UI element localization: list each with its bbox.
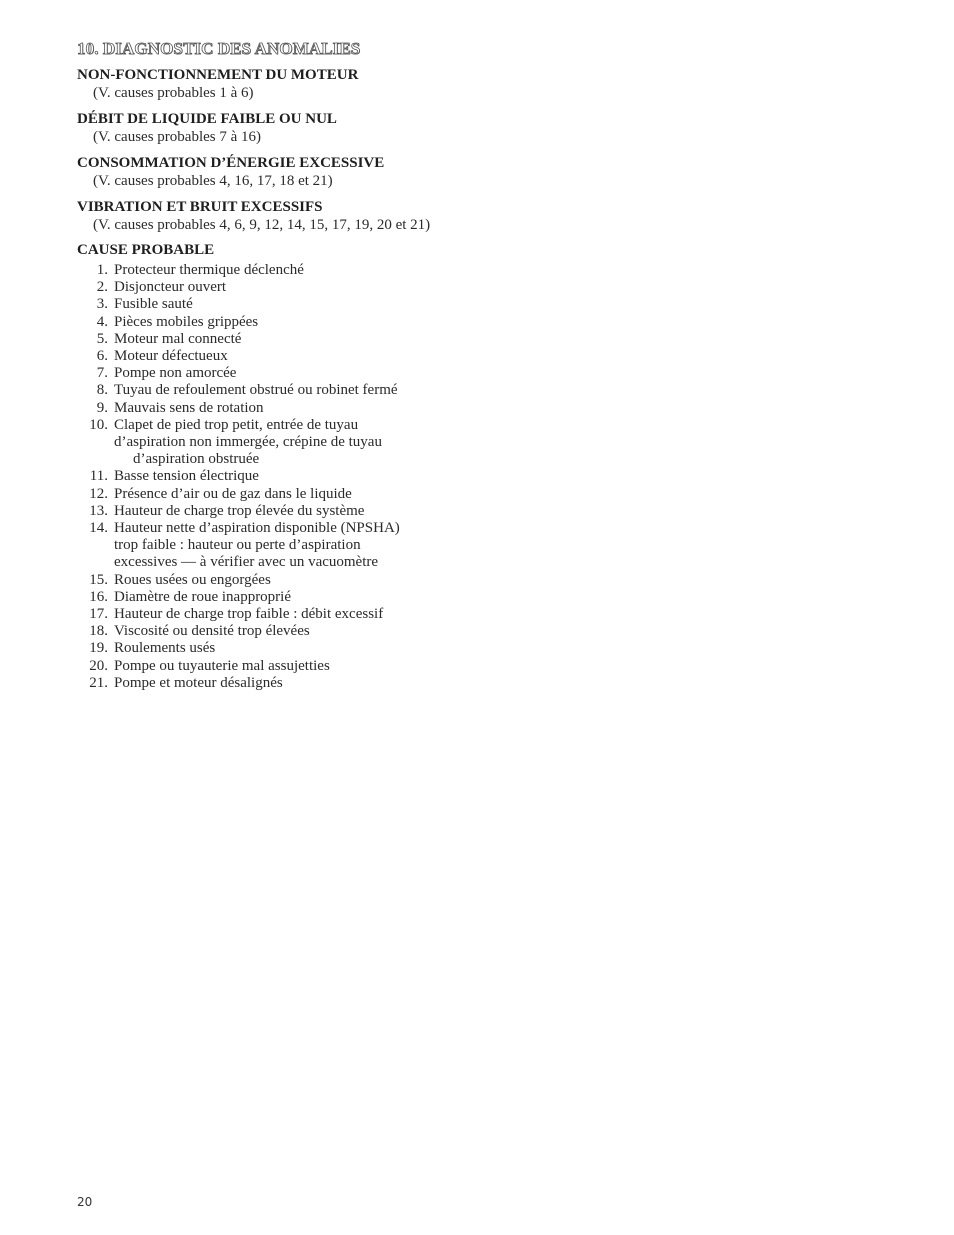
cause-list	[77, 262, 677, 692]
cause-item	[77, 262, 677, 279]
cause-item	[77, 400, 677, 417]
cause-item	[77, 520, 677, 572]
cause-item	[77, 503, 677, 520]
cause-number: 20.	[89, 657, 108, 674]
cause-item	[77, 331, 677, 348]
cause-number: 8.	[96, 382, 108, 399]
cause-number: 14.	[89, 520, 108, 537]
cause-number: 5.	[96, 330, 108, 347]
cause-text-line: Roulements usés	[114, 640, 216, 657]
cause-text	[114, 296, 677, 313]
cause-text-line: Pompe ou tuyauterie mal assujetties	[114, 657, 330, 674]
cause-text	[114, 400, 677, 417]
cause-number: 17.	[89, 606, 108, 623]
symptom-block	[77, 199, 677, 234]
cause-text	[114, 331, 677, 348]
cause-text-line: excessives — à vérifier avec un vacuomètre	[114, 554, 379, 571]
cause-item	[77, 572, 677, 589]
cause-text	[114, 675, 677, 692]
document-page	[77, 39, 677, 692]
cause-item	[77, 296, 677, 313]
cause-text-line: trop faible : hauteur ou perte d’aspiration	[114, 537, 361, 554]
cause-number: 11.	[89, 468, 108, 485]
cause-text	[114, 262, 677, 279]
cause-item	[77, 348, 677, 365]
cause-text	[114, 520, 677, 572]
cause-number: 13.	[89, 502, 108, 519]
cause-item	[77, 675, 677, 692]
cause-text-line: Moteur défectueux	[114, 348, 228, 365]
cause-number: 15.	[89, 571, 108, 588]
cause-text	[114, 658, 677, 675]
cause-number: 12.	[89, 485, 108, 502]
cause-item	[77, 589, 677, 606]
cause-item	[77, 365, 677, 382]
cause-text	[114, 468, 677, 485]
cause-number: 3.	[96, 296, 108, 313]
symptom-heading: VIBRATION ET BRUIT EXCESSIFS	[77, 199, 323, 215]
cause-text-line: Roues usées ou engorgées	[114, 571, 271, 588]
section-title: 10. DIAGNOSTIC DES ANOMALIES	[77, 39, 361, 58]
symptom-heading: NON-FONCTIONNEMENT DU MOTEUR	[77, 67, 359, 83]
cause-number: 7.	[96, 365, 108, 382]
cause-text	[114, 279, 677, 296]
symptom-detail: (V. causes probables 4, 16, 17, 18 et 21)	[93, 173, 333, 189]
cause-text	[114, 417, 677, 469]
cause-number: 16.	[89, 588, 108, 605]
cause-number: 4.	[96, 313, 108, 330]
cause-text-line: Hauteur de charge trop élevée du système	[114, 502, 365, 519]
cause-text-line: Pompe et moteur désalignés	[114, 674, 283, 691]
symptom-block	[77, 67, 677, 102]
cause-text	[114, 572, 677, 589]
cause-text-line: Fusible sauté	[114, 296, 193, 313]
cause-item	[77, 417, 677, 469]
cause-text	[114, 486, 677, 503]
cause-number: 1.	[96, 262, 108, 278]
cause-text	[114, 382, 677, 399]
cause-text-line: Mauvais sens de rotation	[114, 399, 264, 416]
symptom-detail: (V. causes probables 7 à 16)	[93, 129, 262, 145]
cause-heading: CAUSE PROBABLE	[77, 242, 215, 258]
cause-text	[114, 640, 677, 657]
cause-text-line: Disjoncteur ouvert	[114, 279, 227, 296]
symptom-block	[77, 111, 677, 146]
cause-text-line: Pièces mobiles grippées	[114, 313, 259, 330]
symptom-heading: CONSOMMATION D’ÉNERGIE EXCESSIVE	[77, 155, 385, 171]
cause-item	[77, 606, 677, 623]
cause-item	[77, 658, 677, 675]
page-number: 20	[77, 1195, 93, 1209]
cause-item	[77, 279, 677, 296]
symptom-detail: (V. causes probables 4, 6, 9, 12, 14, 15, 17, 19, 20 et 21)	[93, 217, 431, 233]
symptom-block	[77, 155, 677, 190]
cause-text-line: Basse tension électrique	[114, 468, 259, 485]
cause-text-line: Présence d’air ou de gaz dans le liquide	[114, 485, 352, 502]
cause-item	[77, 314, 677, 331]
cause-number: 2.	[96, 279, 108, 296]
cause-text-line: Hauteur de charge trop faible : débit excessif	[114, 606, 384, 623]
cause-text	[114, 623, 677, 640]
cause-text	[114, 348, 677, 365]
cause-number: 10.	[89, 416, 108, 433]
cause-text-line: Tuyau de refoulement obstrué ou robinet fermé	[114, 382, 398, 399]
cause-number: 18.	[89, 623, 108, 640]
cause-item	[77, 468, 677, 485]
cause-text	[114, 589, 677, 606]
cause-item	[77, 623, 677, 640]
cause-text-line: Diamètre de roue inapproprié	[114, 588, 292, 605]
cause-text-line: Pompe non amorcée	[114, 365, 237, 382]
cause-number: 21.	[89, 674, 108, 691]
cause-text-line: d’aspiration non immergée, crépine de tuyau	[114, 434, 382, 451]
cause-text-line: Viscosité ou densité trop élevées	[114, 623, 310, 640]
cause-text	[114, 606, 677, 623]
cause-text-line: Moteur mal connecté	[114, 330, 242, 347]
cause-text-line: Protecteur thermique déclenché	[114, 262, 304, 278]
cause-item	[77, 486, 677, 503]
symptom-heading: DÉBIT DE LIQUIDE FAIBLE OU NUL	[77, 111, 337, 127]
symptom-list	[77, 67, 677, 234]
cause-number: 19.	[89, 640, 108, 657]
cause-text	[114, 314, 677, 331]
cause-number: 6.	[96, 348, 108, 365]
cause-text-line: d’aspiration obstruée	[133, 451, 260, 468]
cause-item	[77, 640, 677, 657]
cause-text	[114, 365, 677, 382]
cause-text	[114, 503, 677, 520]
cause-number: 9.	[96, 399, 108, 416]
cause-text-line: Clapet de pied trop petit, entrée de tuyau	[114, 416, 359, 433]
symptom-detail: (V. causes probables 1 à 6)	[93, 85, 254, 101]
cause-text-line: Hauteur nette d’aspiration disponible (NPSHA)	[114, 520, 400, 537]
cause-item	[77, 382, 677, 399]
